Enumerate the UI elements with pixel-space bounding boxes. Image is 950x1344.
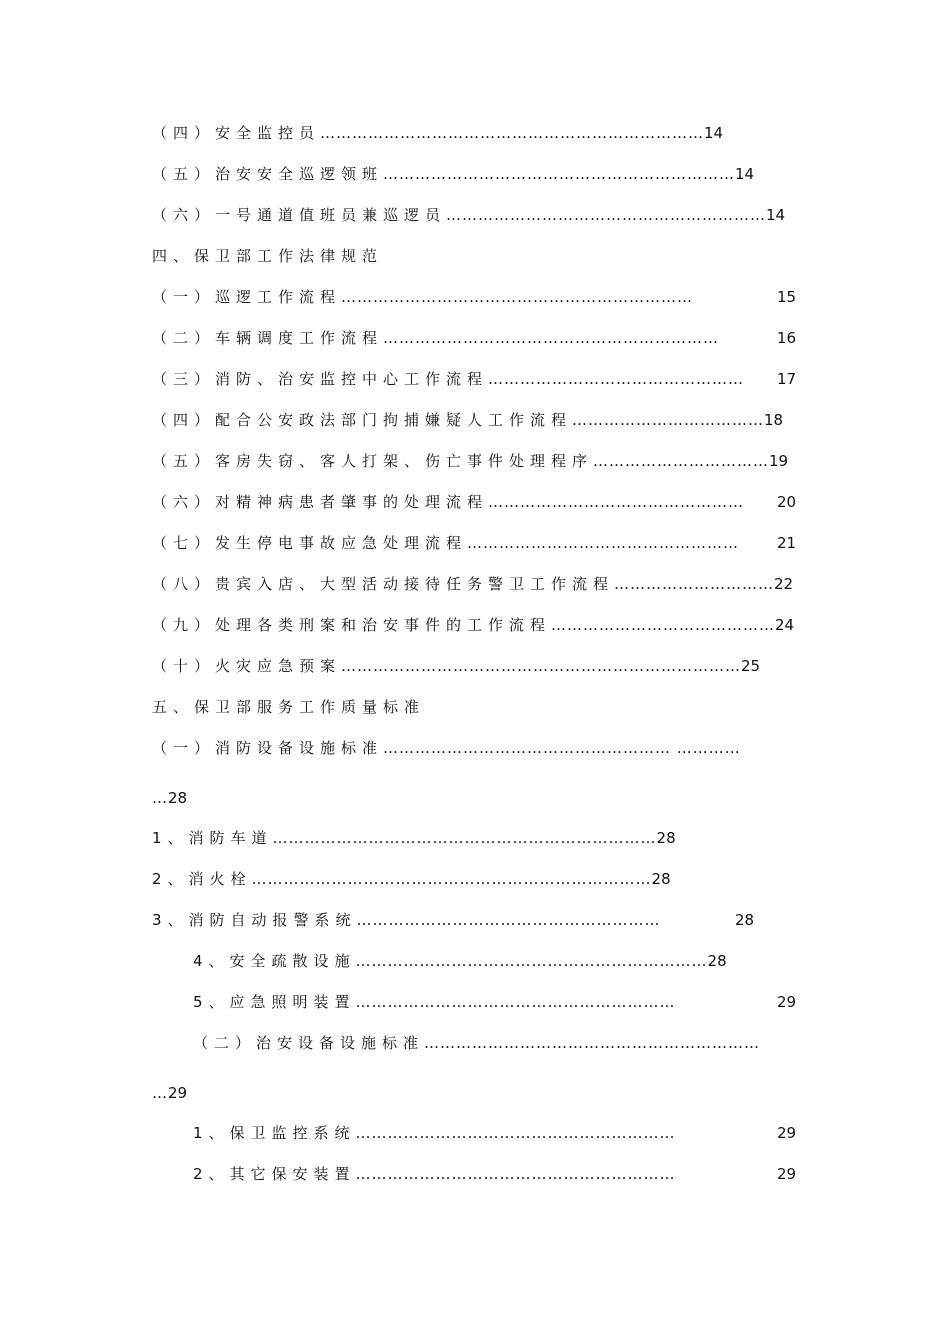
toc-entry (152, 123, 723, 143)
toc-entry (152, 828, 676, 848)
toc-page-number: 28 (651, 870, 671, 888)
toc-entry (152, 910, 661, 930)
toc-page-number: 14 (766, 206, 786, 224)
toc-page-number: 15 (777, 288, 797, 306)
toc-entry (193, 1033, 760, 1053)
toc-page-number: 24 (775, 616, 795, 634)
toc-entry (152, 492, 744, 512)
toc-entry-continuation (152, 1083, 187, 1103)
toc-page-number: 19 (769, 452, 789, 470)
toc-page-number: 18 (764, 411, 784, 429)
toc-entry-title: （四）配合公安政法部门拘捕嫌疑人工作流程 (152, 411, 573, 429)
toc-entry-title: （三）消防、治安监控中心工作流程 (152, 370, 489, 388)
toc-entry-title: 4、安全疏散设施 (193, 952, 356, 970)
toc-leader-dots: ………………………………………… (488, 493, 745, 511)
toc-leader-dots: ………………………………………………………………… (341, 657, 742, 675)
toc-entry-continuation (152, 788, 187, 808)
toc-entry (152, 328, 719, 348)
toc-entry-title: （二）车辆调度工作流程 (152, 329, 384, 347)
toc-entry-title: （八）贵宾入店、大型活动接待任务警卫工作流程 (152, 575, 615, 593)
toc-leader-dots: ………………………………………………………… (355, 952, 708, 970)
toc-leader-dots: ………………………… (614, 575, 775, 593)
toc-leader-dots: ………………………………………… (488, 370, 745, 388)
toc-page-number: 16 (777, 329, 797, 347)
toc-leader-dots: … (152, 789, 168, 807)
toc-entry-title: （九）处理各类刑案和治安事件的工作流程 (152, 616, 552, 634)
toc-page-number: 29 (777, 1165, 797, 1183)
toc-page-number: 29 (168, 1084, 188, 1102)
toc-entry (152, 615, 794, 635)
toc-entry-title: 四、保卫部工作法律规范 (152, 247, 384, 265)
toc-entry (152, 451, 788, 471)
toc-leader-dots: …………………………………………………… (355, 1165, 676, 1183)
toc-page-number: 17 (777, 370, 797, 388)
toc-leader-dots: ……………………………………………………… (424, 1034, 761, 1052)
toc-leader-dots: …………………………………………………… (355, 993, 676, 1011)
toc-leader-dots: ……………………………………………… ………… (383, 739, 741, 757)
toc-page-number: 22 (774, 575, 794, 593)
toc-leader-dots: ……………………………………………………………… (320, 124, 705, 142)
toc-page-number: 14 (704, 124, 724, 142)
toc-entry-title: 2、其它保安装置 (193, 1165, 356, 1183)
toc-entry-title: 1、保卫监控系统 (193, 1124, 356, 1142)
toc-page-number: 25 (741, 657, 761, 675)
toc-entry-title: 五、保卫部服务工作质量标准 (152, 698, 426, 716)
toc-entry-title: （四）安全监控员 (152, 124, 321, 142)
toc-leader-dots: ………………………………………………………………… (251, 870, 652, 888)
toc-page-number: 29 (777, 1124, 797, 1142)
toc-leader-dots: … (152, 1084, 168, 1102)
toc-leader-dots: ……………………………………………………………… (272, 829, 657, 847)
toc-entry-title: 3、消防自动报警系统 (152, 911, 357, 929)
toc-entry (152, 533, 739, 553)
toc-entry-title: （十）火灾应急预案 (152, 657, 342, 675)
toc-entry-title: （一）消防设备设施标准 (152, 739, 384, 757)
toc-page-number: 28 (656, 829, 676, 847)
toc-leader-dots: …………………………… (593, 452, 770, 470)
toc-page-number: 28 (735, 911, 755, 929)
toc-entry (152, 738, 741, 758)
toc-entry-title: 1、消防车道 (152, 829, 273, 847)
toc-page-number: 14 (735, 165, 755, 183)
toc-page-number: 28 (707, 952, 727, 970)
toc-leader-dots: …………………………………………………… (355, 1124, 676, 1142)
toc-leader-dots: …………………………………………… (467, 534, 740, 552)
toc-page-number: 20 (777, 493, 797, 511)
toc-entry-title: 5、应急照明装置 (193, 993, 356, 1011)
toc-entry (152, 287, 693, 307)
toc-leader-dots: …………………………………… (551, 616, 776, 634)
toc-page-number: 21 (777, 534, 797, 552)
toc-section-heading (152, 697, 425, 717)
toc-entry (152, 574, 793, 594)
toc-entry-title: （六）对精神病患者肇事的处理流程 (152, 493, 489, 511)
toc-entry (152, 869, 671, 889)
toc-leader-dots: ……………………………… (572, 411, 765, 429)
toc-leader-dots: ………………………………………………… (356, 911, 661, 929)
toc-entry (193, 1164, 676, 1184)
toc-leader-dots: ………………………………………………………… (341, 288, 694, 306)
toc-section-heading (152, 246, 383, 266)
toc-entry (193, 1123, 676, 1143)
toc-entry (152, 369, 744, 389)
toc-entry (193, 992, 676, 1012)
toc-entry-title: （五）治安安全巡逻领班 (152, 165, 384, 183)
toc-page-number: 28 (168, 789, 188, 807)
toc-entry-title: （七）发生停电事故应急处理流程 (152, 534, 468, 552)
toc-entry (152, 656, 760, 676)
toc-entry-title: 2、消火栓 (152, 870, 252, 888)
toc-entry (152, 164, 754, 184)
toc-entry (152, 410, 783, 430)
toc-entry-title: （一）巡逻工作流程 (152, 288, 342, 306)
toc-entry (193, 951, 727, 971)
toc-page-number: 29 (777, 993, 797, 1011)
toc-entry-title: （六）一号通道值班员兼巡逻员 (152, 206, 447, 224)
toc-entry-title: （五）客房失窃、客人打架、伤亡事件处理程序 (152, 452, 594, 470)
toc-entry (152, 205, 785, 225)
toc-leader-dots: ………………………………………………………… (383, 165, 736, 183)
toc-leader-dots: ……………………………………………………… (383, 329, 720, 347)
toc-leader-dots: …………………………………………………… (446, 206, 767, 224)
toc-entry-title: （二）治安设备设施标准 (193, 1034, 425, 1052)
